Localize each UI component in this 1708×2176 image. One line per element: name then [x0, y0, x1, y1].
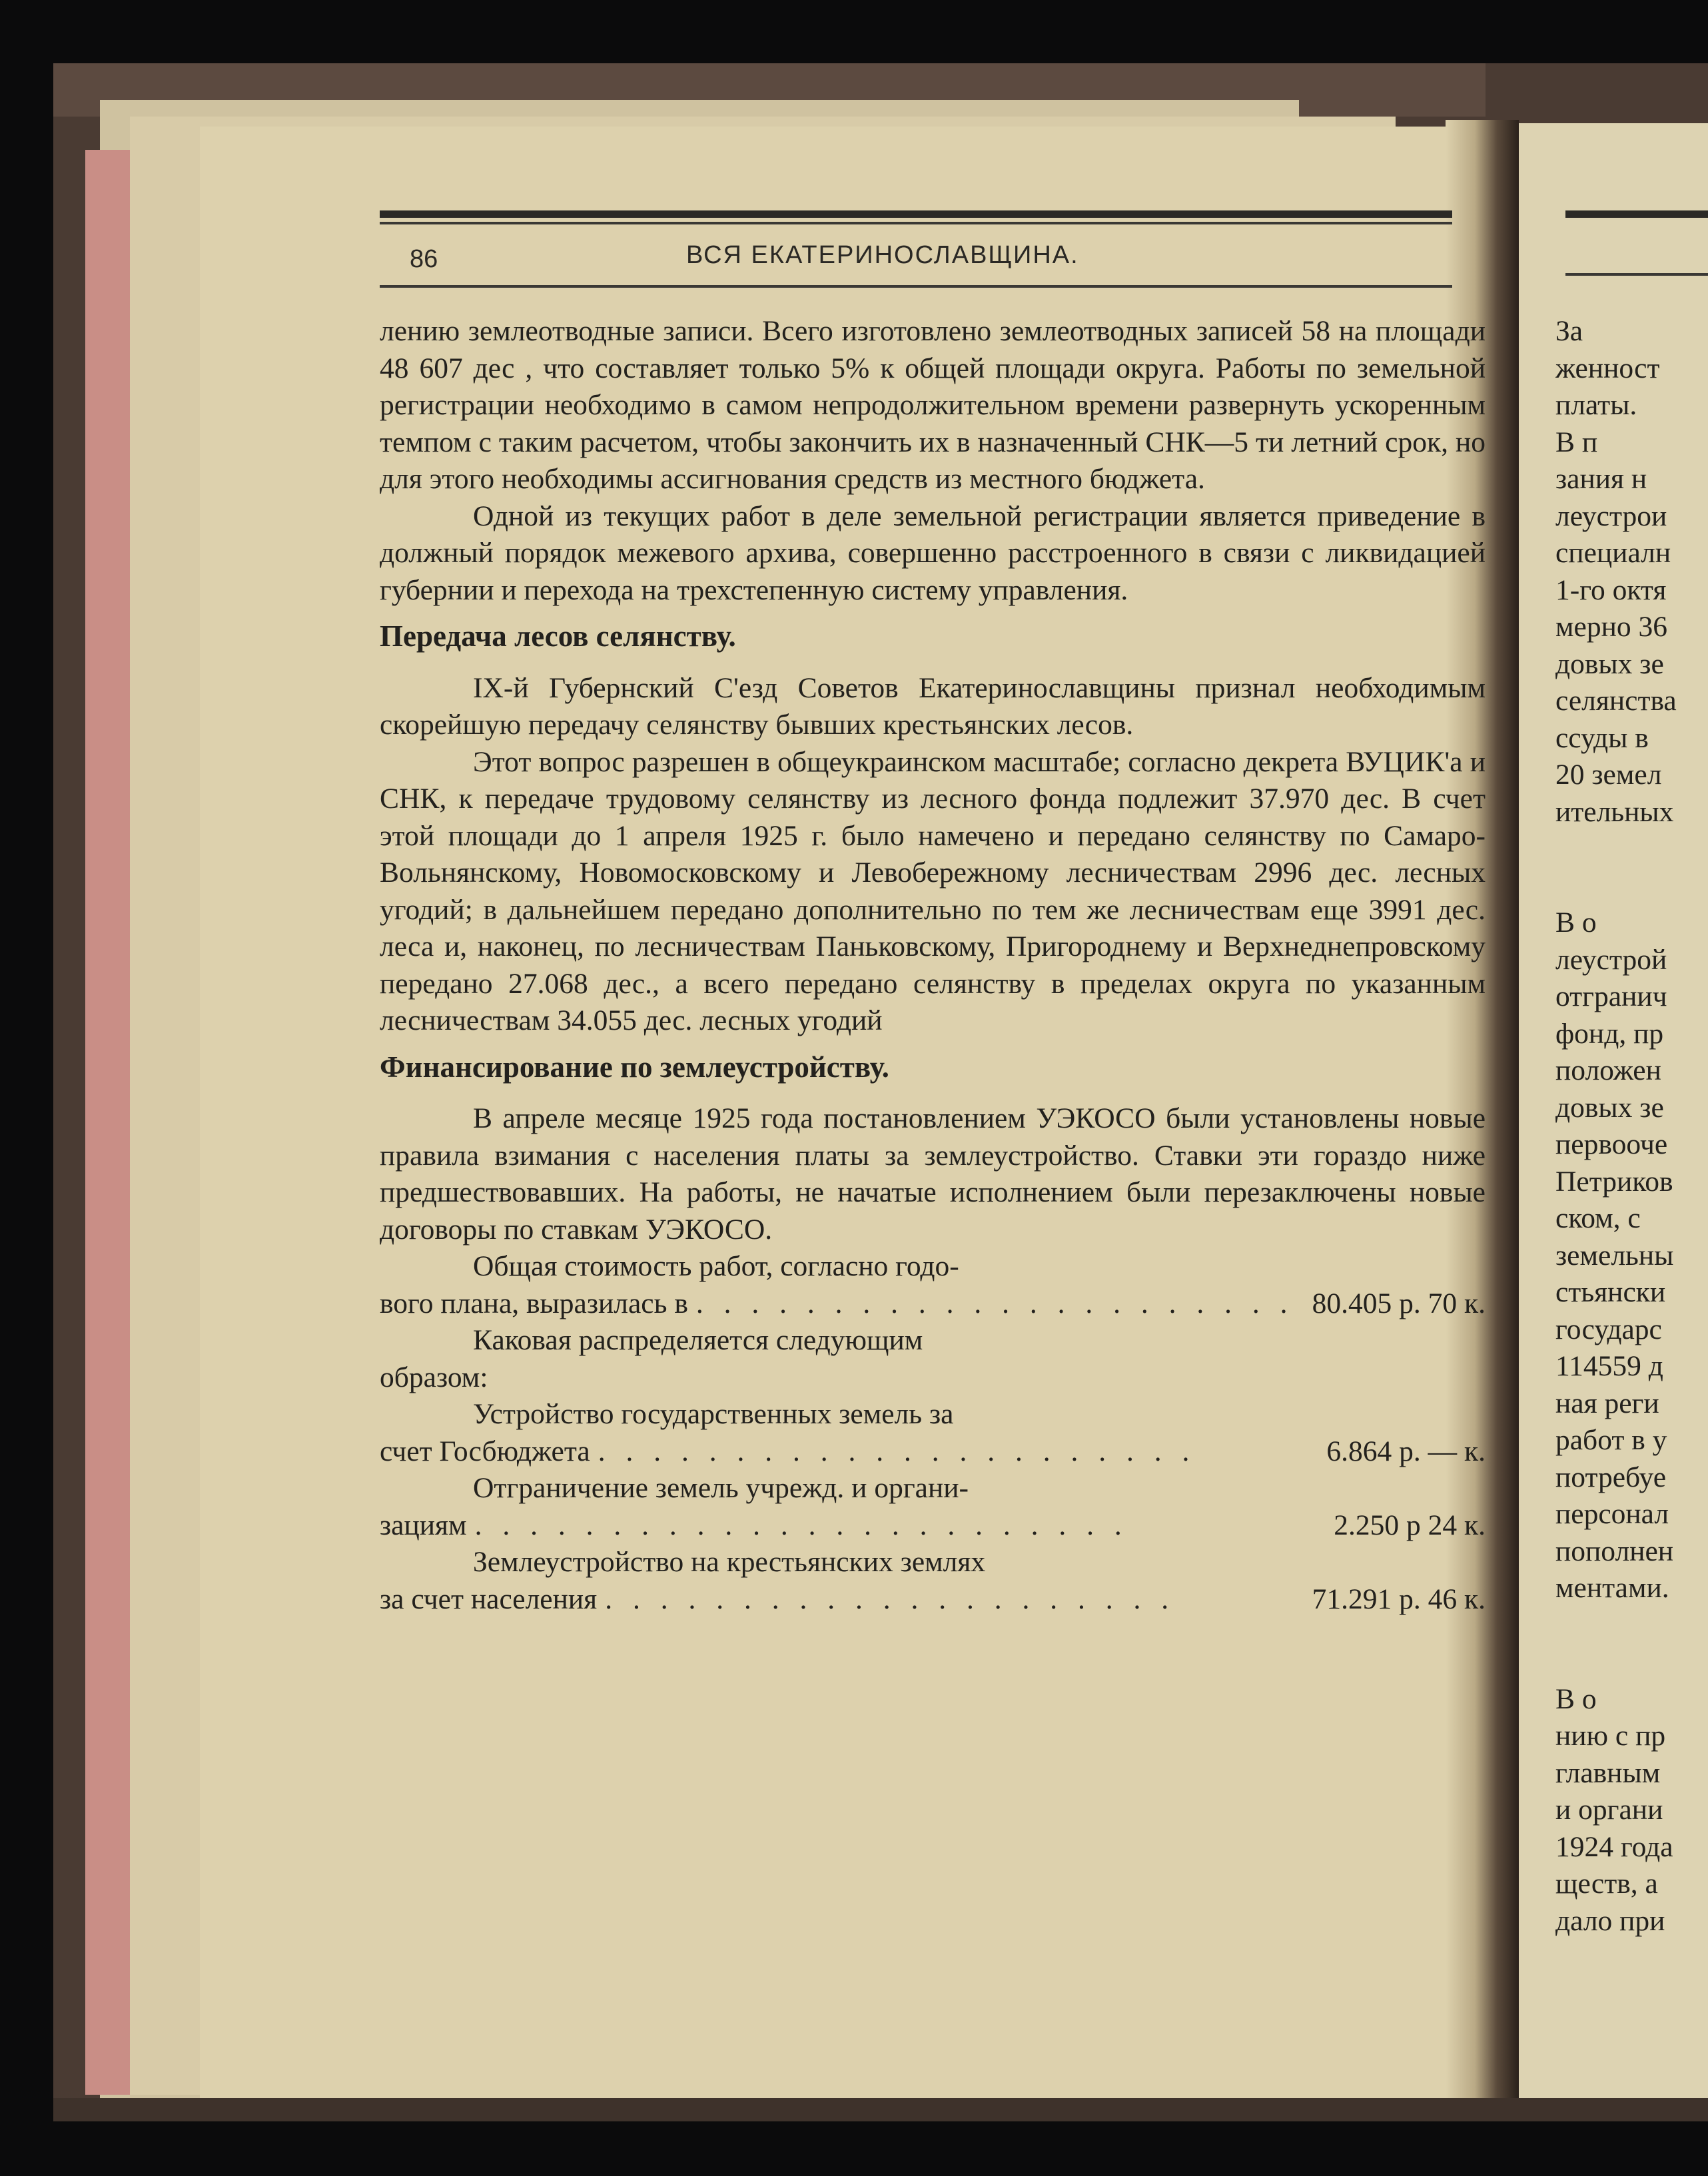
running-head — [380, 241, 1472, 274]
right-page-line: пополнен — [1555, 1535, 1674, 1567]
cost-item-line: Землеустройство на крестьянских землях — [473, 1546, 986, 1578]
cost-item-value: 6.864 р. — к. — [1326, 1435, 1486, 1467]
header-rule-bottom — [380, 285, 1452, 288]
right-page-line: довых зе — [1555, 647, 1664, 680]
right-page-line: дало при — [1555, 1904, 1665, 1937]
right-page-text — [1555, 313, 1708, 1940]
right-page-line: леустрои — [1555, 500, 1667, 532]
right-page-line: ссуды в — [1555, 721, 1649, 754]
book-bottom-edge — [53, 2098, 1708, 2121]
right-page-line: отгранич — [1555, 980, 1667, 1012]
right-page-line: нию с пр — [1555, 1720, 1666, 1752]
right-page-line: персонал — [1555, 1498, 1669, 1530]
section-heading: Финансирование по землеустройству. — [380, 1050, 889, 1084]
cost-item-label: зациям — [380, 1509, 467, 1541]
right-page-line: положен — [1555, 1054, 1661, 1086]
paragraph: В апреле месяце 1925 года постановлением УЭКОСО были установлены новые правила взимания с населения платы за землеустройство. Ставки эти гораздо ниже предшествовавших. На работы, не начатые исполнением были перезаключены новые договоры по ставкам УЭКОСО. — [380, 1102, 1486, 1246]
right-page-line: 1-го октя — [1555, 573, 1667, 606]
paragraph: IX-й Губернский С'езд Советов Екатеринославщины признал необходимым скорейшую передачу селянству бывших крестьянских лесов. — [380, 671, 1486, 741]
right-page-line: стьянски — [1555, 1276, 1666, 1308]
paragraph: лению землеотводные записи. Всего изготовлено землеотводных записей 58 на площади 48 607 дес , что составляет только 5% к общей площади округа. Работы по земельной регистрации необходимо в самом непродолжительном времени развернуть ускоренным темпом с таким расчетом, чтобы закончить их в назначенный СНК—5 ти летний срок, но для этого необходимы ассигнования средств из местного бюджета. — [380, 315, 1486, 495]
right-page-line: женност — [1555, 352, 1660, 384]
paragraph: Одной из текущих работ в деле земельной регистрации является приведение в должный порядок межевого архива, совершенно расстроенного в связи с ликвидацией губернии и перехода на трехстепенную систему управления. — [380, 500, 1486, 606]
right-page-line: леустрой — [1555, 943, 1667, 976]
right-page-line: мерно 36 — [1555, 611, 1667, 643]
cost-item-label: счет Госбюджета — [380, 1435, 590, 1467]
cost-item-value: 71.291 р. 46 к. — [1312, 1583, 1486, 1615]
right-page-line: За — [1555, 315, 1583, 347]
distribution-line: образом: — [380, 1361, 488, 1393]
right-page-line: ная реги — [1555, 1387, 1659, 1419]
cost-item-line: Отграничение земель учрежд. и органи- — [473, 1472, 969, 1504]
right-page-line: специалн — [1555, 537, 1671, 569]
right-page-line: первооче — [1555, 1128, 1668, 1160]
leader-dots: . . . . . . . . . . . . . . . . . . . . . . — [598, 1435, 1196, 1467]
cost-total-value: 80.405 р. 70 к. — [1312, 1287, 1486, 1319]
cost-total-intro: Общая стоимость работ, согласно годо- — [473, 1250, 959, 1282]
cost-item-line: Устройство государственных земель за — [473, 1398, 954, 1430]
right-page-line: потребуе — [1555, 1461, 1667, 1493]
leader-dots: . . . . . . . . . . . . . . . . . . . . . . . . — [474, 1509, 1128, 1541]
right-page-line: 114559 д — [1555, 1350, 1663, 1382]
right-page-line: земельны — [1555, 1239, 1674, 1271]
right-page-line: зания н — [1555, 463, 1647, 495]
leader-dots: . . . . . . . . . . . . . . . . . . . . . . — [695, 1287, 1294, 1319]
right-page-line: 1924 года — [1555, 1830, 1673, 1863]
cost-item-row — [380, 1433, 1486, 1471]
right-page-line: ществ, а — [1555, 1868, 1658, 1900]
right-page-line: платы. — [1555, 389, 1637, 421]
right-page-line: ментами. — [1555, 1572, 1669, 1604]
right-page-line: Петриков — [1555, 1165, 1673, 1198]
header-rule-top — [380, 210, 1452, 218]
right-page-line — [1555, 868, 1708, 905]
cost-item-value: 2.250 р 24 к. — [1334, 1509, 1486, 1541]
right-page-line: фонд, пр — [1555, 1017, 1664, 1050]
right-page-line: ском, с — [1555, 1202, 1641, 1234]
cost-total-label: вого плана, выразилась в — [380, 1287, 688, 1319]
left-page-text — [380, 313, 1486, 1618]
right-page-line: 20 земел — [1555, 759, 1662, 791]
right-page-line: государс — [1555, 1313, 1662, 1345]
right-header-rule-thin — [1565, 273, 1708, 276]
right-page-line: В о — [1555, 1682, 1597, 1715]
cost-item-label: за счет населения — [380, 1583, 598, 1615]
right-page-line: довых зе — [1555, 1091, 1664, 1124]
right-page-line: работ в у — [1555, 1424, 1667, 1456]
cost-total-row — [380, 1285, 1486, 1323]
right-page-line — [1555, 831, 1708, 868]
right-page-line: ительных — [1555, 795, 1674, 828]
right-page-line — [1555, 1607, 1708, 1644]
right-page-line: и органи — [1555, 1794, 1663, 1826]
right-page-line: В о — [1555, 907, 1597, 938]
right-header-rule — [1565, 210, 1708, 218]
right-page-line: В п — [1555, 426, 1598, 458]
section-heading: Передача лесов селянству. — [380, 619, 736, 653]
cost-item-row — [380, 1507, 1486, 1545]
distribution-line: Каковая распределяется следующим — [473, 1324, 923, 1356]
right-page-line: главным — [1555, 1756, 1661, 1789]
paragraph: Этот вопрос разрешен в общеукраинском масштабе; согласно декрета ВУЦИК'а и СНК, к передаче трудовому селянству из лесного фонда подлежит 37.970 дес. В счет этой площади до 1 апреля 1925 г. было намечено и передано селянству по Самаро-Вольнянскому, Новомосковскому и Левобережному лесничествам 2996 дес. лесных угодий; в дальнейшем передано дополнительно по тем же лесничествам еще 3991 дес. леса и, наконец, по лесничествам Паньковскому, Пригороднему и Верхнеднепровскому передано 27.068 дес., а всего передано селянству в пределах округа по указанным лесничествам 34.055 дес. лесных угодий — [380, 745, 1486, 1036]
right-page-line — [1555, 1644, 1708, 1681]
right-page-line: селянства — [1555, 685, 1677, 717]
header-rule-top-thin — [380, 222, 1452, 224]
cost-item-row — [380, 1581, 1486, 1619]
page-number: 86 — [410, 245, 438, 273]
leader-dots: . . . . . . . . . . . . . . . . . . . . . — [605, 1583, 1176, 1615]
running-head-title: ВСЯ ЕКАТЕРИНОСЛАВЩИНА. — [686, 241, 1079, 269]
